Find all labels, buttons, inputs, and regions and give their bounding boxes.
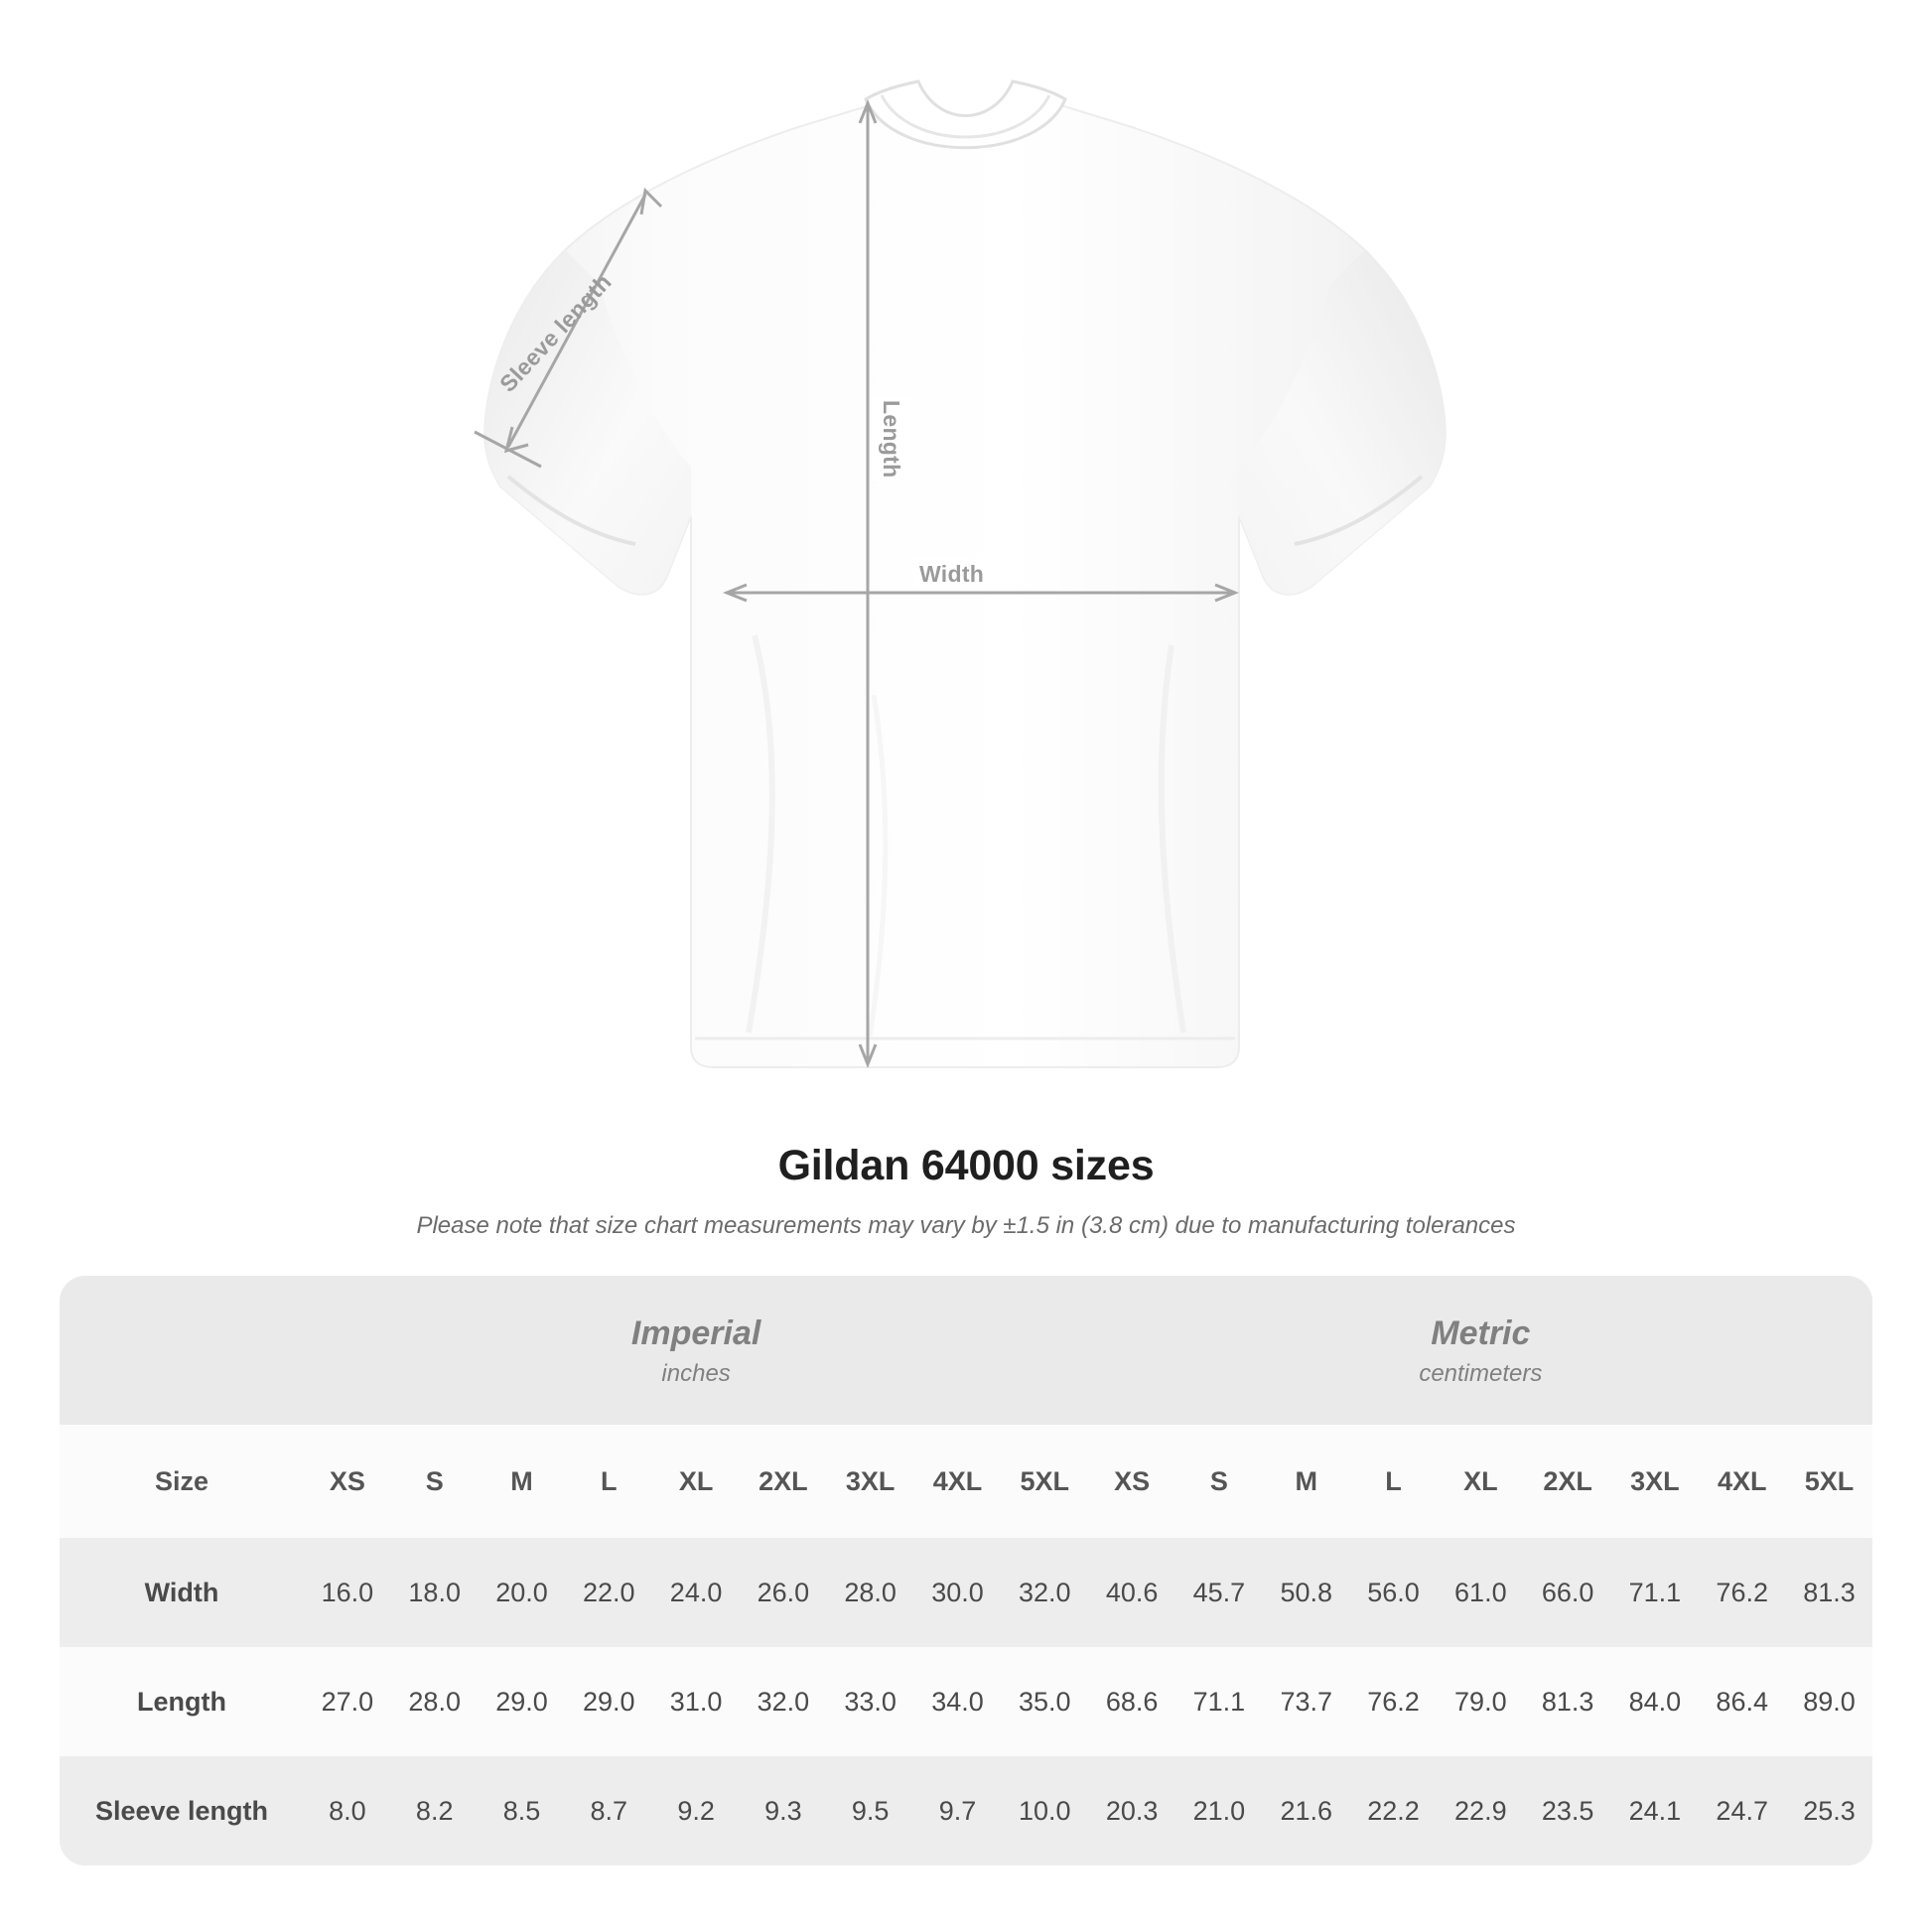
cell-width-metric-m: 50.8	[1263, 1538, 1350, 1647]
size-cell-imperial-4xl: 4XL	[914, 1425, 1002, 1538]
cell-width-metric-2xl: 66.0	[1524, 1538, 1611, 1647]
cell-width-metric-5xl: 81.3	[1786, 1538, 1872, 1647]
units-header-row	[60, 1276, 1872, 1425]
row-label-width: Width	[60, 1538, 304, 1647]
cell-width-metric-xl: 61.0	[1437, 1538, 1524, 1647]
size-cell-metric-4xl: 4XL	[1699, 1425, 1786, 1538]
page-title: Gildan 64000 sizes	[777, 1142, 1155, 1189]
size-cell-metric-s: S	[1175, 1425, 1263, 1538]
cell-length-metric-m: 73.7	[1263, 1647, 1350, 1756]
sleeve-length-label: Sleeve length	[494, 268, 617, 397]
size-chart-table-wrap	[60, 1276, 1872, 1865]
cell-sleeve-imperial-2xl: 9.3	[740, 1756, 827, 1865]
size-cell-imperial-xs: XS	[304, 1425, 391, 1538]
size-cell-imperial-s: S	[391, 1425, 479, 1538]
size-cell-imperial-5xl: 5XL	[1001, 1425, 1088, 1538]
cell-length-metric-3xl: 84.0	[1611, 1647, 1699, 1756]
cell-sleeve-metric-xl: 22.9	[1437, 1756, 1524, 1865]
tolerance-note: Please note that size chart measurements may vary by ±1.5 in (3.8 cm) due to manufacturing tolerances	[416, 1212, 1516, 1239]
table-row	[60, 1647, 1872, 1756]
cell-sleeve-imperial-xl: 9.2	[652, 1756, 740, 1865]
cell-sleeve-metric-m: 21.6	[1263, 1756, 1350, 1865]
units-corner-cell	[60, 1276, 304, 1425]
table-row	[60, 1538, 1872, 1647]
imperial-name: Imperial	[630, 1313, 761, 1352]
size-chart-table	[60, 1276, 1872, 1865]
cell-length-metric-xl: 79.0	[1437, 1647, 1524, 1756]
cell-sleeve-imperial-4xl: 9.7	[914, 1756, 1002, 1865]
size-cell-metric-l: L	[1350, 1425, 1438, 1538]
cell-sleeve-imperial-l: 8.7	[565, 1756, 652, 1865]
cell-width-imperial-2xl: 26.0	[740, 1538, 827, 1647]
cell-length-metric-s: 71.1	[1175, 1647, 1263, 1756]
size-row-label: Size	[60, 1425, 304, 1538]
cell-sleeve-metric-5xl: 25.3	[1786, 1756, 1872, 1865]
size-header-row	[60, 1425, 1872, 1538]
table-row	[60, 1756, 1872, 1865]
metric-sub: centimeters	[1419, 1360, 1543, 1388]
size-cell-imperial-2xl: 2XL	[740, 1425, 827, 1538]
length-label: Length	[872, 397, 910, 481]
cell-sleeve-metric-xs: 20.3	[1088, 1756, 1175, 1865]
cell-sleeve-imperial-s: 8.2	[391, 1756, 479, 1865]
cell-width-imperial-s: 18.0	[391, 1538, 479, 1647]
cell-length-imperial-3xl: 33.0	[827, 1647, 914, 1756]
cell-sleeve-imperial-xs: 8.0	[304, 1756, 391, 1865]
cell-width-metric-l: 56.0	[1350, 1538, 1438, 1647]
cell-width-imperial-3xl: 28.0	[827, 1538, 914, 1647]
cell-sleeve-metric-2xl: 23.5	[1524, 1756, 1611, 1865]
cell-sleeve-imperial-3xl: 9.5	[827, 1756, 914, 1865]
cell-width-imperial-m: 20.0	[479, 1538, 566, 1647]
cell-sleeve-metric-4xl: 24.7	[1699, 1756, 1786, 1865]
size-cell-imperial-xl: XL	[652, 1425, 740, 1538]
width-label: Width	[913, 558, 990, 591]
size-cell-imperial-l: L	[565, 1425, 652, 1538]
imperial-header-cell	[304, 1276, 1088, 1425]
cell-width-metric-s: 45.7	[1175, 1538, 1263, 1647]
cell-width-metric-3xl: 71.1	[1611, 1538, 1699, 1647]
cell-width-imperial-xl: 24.0	[652, 1538, 740, 1647]
cell-length-metric-xs: 68.6	[1088, 1647, 1175, 1756]
row-label-sleeve-length: Sleeve length	[60, 1756, 304, 1865]
size-cell-metric-2xl: 2XL	[1524, 1425, 1611, 1538]
cell-length-metric-2xl: 81.3	[1524, 1647, 1611, 1756]
size-cell-metric-3xl: 3XL	[1611, 1425, 1699, 1538]
metric-name: Metric	[1431, 1313, 1531, 1352]
size-cell-metric-xl: XL	[1437, 1425, 1524, 1538]
imperial-sub: inches	[661, 1360, 731, 1388]
cell-sleeve-metric-l: 22.2	[1350, 1756, 1438, 1865]
cell-width-metric-4xl: 76.2	[1699, 1538, 1786, 1647]
cell-width-metric-xs: 40.6	[1088, 1538, 1175, 1647]
cell-sleeve-imperial-m: 8.5	[479, 1756, 566, 1865]
cell-width-imperial-l: 22.0	[565, 1538, 652, 1647]
cell-length-metric-5xl: 89.0	[1786, 1647, 1872, 1756]
size-cell-imperial-m: M	[479, 1425, 566, 1538]
cell-sleeve-imperial-5xl: 10.0	[1001, 1756, 1088, 1865]
metric-header-cell	[1088, 1276, 1872, 1425]
size-cell-imperial-3xl: 3XL	[827, 1425, 914, 1538]
row-label-length: Length	[60, 1647, 304, 1756]
cell-sleeve-metric-s: 21.0	[1175, 1756, 1263, 1865]
cell-length-imperial-5xl: 35.0	[1001, 1647, 1088, 1756]
cell-length-imperial-2xl: 32.0	[740, 1647, 827, 1756]
size-cell-metric-m: M	[1263, 1425, 1350, 1538]
cell-sleeve-metric-3xl: 24.1	[1611, 1756, 1699, 1865]
cell-width-imperial-xs: 16.0	[304, 1538, 391, 1647]
cell-length-imperial-xl: 31.0	[652, 1647, 740, 1756]
chart-title-block	[0, 1142, 1932, 1240]
size-cell-metric-5xl: 5XL	[1786, 1425, 1872, 1538]
cell-length-imperial-xs: 27.0	[304, 1647, 391, 1756]
cell-width-imperial-5xl: 32.0	[1001, 1538, 1088, 1647]
size-cell-metric-xs: XS	[1088, 1425, 1175, 1538]
cell-length-imperial-l: 29.0	[565, 1647, 652, 1756]
cell-length-imperial-m: 29.0	[479, 1647, 566, 1756]
cell-length-imperial-4xl: 34.0	[914, 1647, 1002, 1756]
cell-length-imperial-s: 28.0	[391, 1647, 479, 1756]
cell-width-imperial-4xl: 30.0	[914, 1538, 1002, 1647]
cell-length-metric-4xl: 86.4	[1699, 1647, 1786, 1756]
cell-length-metric-l: 76.2	[1350, 1647, 1438, 1756]
